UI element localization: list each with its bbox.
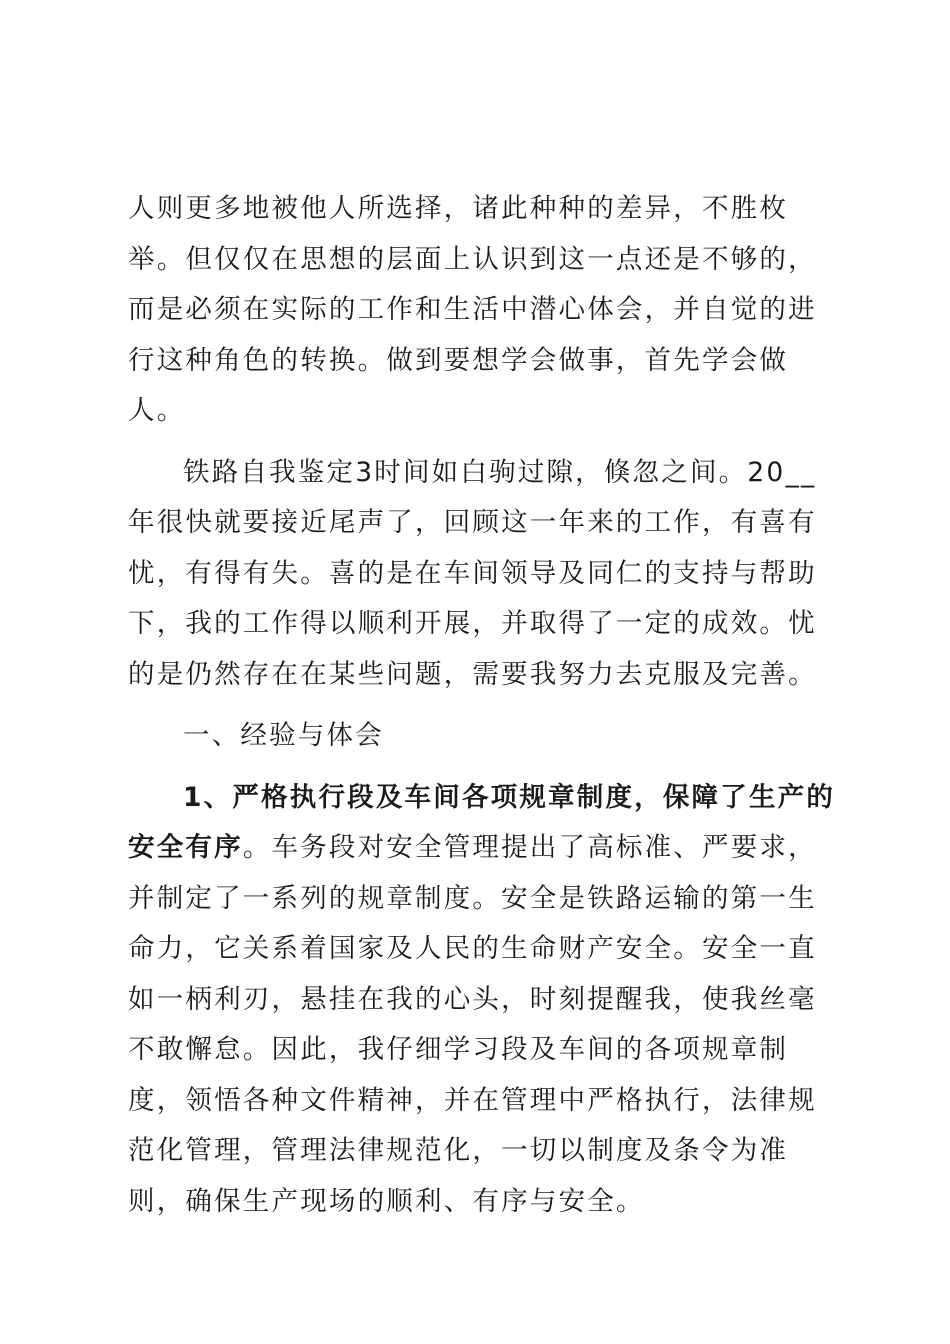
subsection-body-text: 。车务段对安全管理提出了高标准、严要求，并制定了一系列的规章制度。安全是铁路运输的第一生命力，它关系着国家及人民的生命财产安全。安全一直如一柄利刃，悬挂在我的心头，时刻提醒我，使我丝毫不敢懈怠。因此，我仔细学习段及车间的各项规章制度，领悟各种文件精神，并在管理中严格执行，法律规范化管理，管理法律规范化，一切以制度及条令为准则，确保生产现场的顺利、有序与安全。 [128, 832, 817, 1217]
document-body [128, 184, 836, 1227]
paragraph-continuation: 人则更多地被他人所选择，诸此种种的差异，不胜枚举。但仅仅在思想的层面上认识到这一点还是不够的，而是必须在实际的工作和生活中潜心体会，并自觉的进行这种角色的转换。做到要想学会做事，首先学会做人。 [128, 193, 817, 426]
section-heading: 一、经验与体会 [183, 720, 384, 751]
paragraph-self-assessment: 铁路自我鉴定3时间如白驹过隙，倏忽之间。20__年很快就要接近尾声了，回顾这一年来的工作，有喜有忧，有得有失。喜的是在车间领导及同仁的支持与帮助下，我的工作得以顺利开展，并取得了一定的成效。忧的是仍然存在在某些问题，需要我努力去克服及完善。 [128, 456, 817, 690]
paragraph-rules-section [128, 773, 836, 1228]
subsection-bold-title: 1、严格执行段及车间各项规章制度，保障了生产的安全有序 [128, 781, 836, 863]
